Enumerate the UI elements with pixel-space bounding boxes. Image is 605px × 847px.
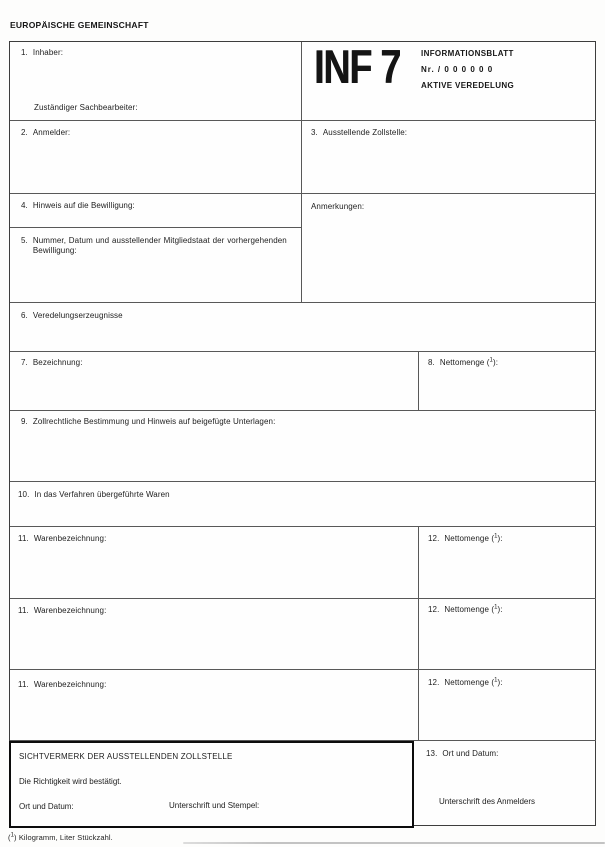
box12-number: 12. [428,534,440,543]
box1-label: Inhaber: [32,48,64,57]
box13-signature-label: Unterschrift des Anmelders [439,797,536,806]
anmerkungen-label: Anmerkungen: [311,202,365,211]
inf7-title: INFORMATIONSBLATT [421,49,514,58]
box6-label: Veredelungserzeugnisse [32,311,123,320]
field-box-12-nettomenge-row1 [419,527,596,599]
box9-label: Zollrechtliche Bestimmung und Hinweis auf beigefügte Unterlagen: [32,417,276,426]
box3-label: Ausstellende Zollstelle: [322,128,408,137]
field-anmerkungen [302,194,596,303]
inf7-logo: INF 7 [314,40,400,93]
box7-number: 7. [21,358,28,367]
box12-number: 12. [428,678,440,687]
box8-number: 8. [428,358,435,367]
field-box-1-inhaber [10,42,302,121]
sichtvermerk-box [9,741,414,828]
sichtvermerk-confirmation: Die Richtigkeit wird bestätigt. [19,777,122,786]
sichtvermerk-place-date-label: Ort und Datum: [19,802,74,811]
field-box-9-zollrechtliche-bestimmung [10,411,596,482]
box11-number: 11. [18,534,29,543]
inf7-number-line: Nr. / 0 0 0 0 0 0 [421,65,494,74]
box8-label: Nettomenge ($^1$): [439,357,499,367]
inf7-subtitle: AKTIVE VEREDELUNG [421,81,515,90]
inf7-header-box [302,42,596,121]
box2-label: Anmelder: [32,128,71,137]
box9-number: 9. [21,417,28,426]
field-box-10-uebergefuehrte-waren [10,482,596,527]
footnote-units: ($^1$) Kilogramm, Liter Stückzahl. [8,832,113,842]
box12-label: Nettomenge ($^1$): [444,604,503,614]
box4-number: 4. [21,201,28,210]
field-box-7-bezeichnung [10,352,419,411]
field-box-8-nettomenge [419,352,596,411]
box4-label: Hinweis auf die Bewilligung: [32,201,135,210]
inf7-form [9,41,596,826]
box5-number: 5. [21,236,28,245]
field-box-12-nettomenge-row2 [419,599,596,670]
box10-number: 10. [18,490,30,499]
field-box-2-anmelder [10,121,302,194]
box11-label: Warenbezeichnung: [33,534,107,543]
field-box-6-veredelungserzeugnisse [10,303,596,352]
box2-number: 2. [21,128,28,137]
box10-label: In das Verfahren übergeführte Waren [34,490,170,499]
scan-edge-artifact [183,842,605,844]
field-box-11-warenbezeichnung-row3 [10,670,419,741]
sichtvermerk-title: SICHTVERMERK DER AUSSTELLENDEN ZOLLSTELLE [19,752,233,761]
box3-number: 3. [311,128,318,137]
sichtvermerk-signature-stamp-label: Unterschrift und Stempel: [169,801,260,810]
box13-number: 13. [426,749,438,758]
box11-number: 11. [18,606,29,615]
box12-label: Nettomenge ($^1$): [444,533,503,543]
box1-number: 1. [21,48,28,57]
field-box-11-warenbezeichnung-row1 [10,527,419,599]
box7-label: Bezeichnung: [32,358,83,367]
box6-number: 6. [21,311,28,320]
field-box-3-zollstelle [302,121,596,194]
field-box-13-ort-datum [414,741,596,827]
box1-sublabel-sachbearbeiter: Zuständiger Sachbearbeiter: [34,103,138,112]
field-box-11-warenbezeichnung-row2 [10,599,419,670]
box13-label: Ort und Datum: [442,749,499,758]
box12-label: Nettomenge ($^1$): [444,677,503,687]
field-box-12-nettomenge-row3 [419,670,596,741]
box11-label: Warenbezeichnung: [33,680,107,689]
document-title: EUROPÄISCHE GEMEINSCHAFT [10,20,149,30]
field-box-4-bewilligung [10,194,302,228]
field-box-5-vorhergehende-bewilligung [10,228,302,303]
box11-number: 11. [18,680,29,689]
box11-label: Warenbezeichnung: [33,606,107,615]
box12-number: 12. [428,605,440,614]
box5-label: Nummer, Datum und ausstellender Mitgliedstaat der vorhergehenden Bewilligung: [32,236,287,256]
